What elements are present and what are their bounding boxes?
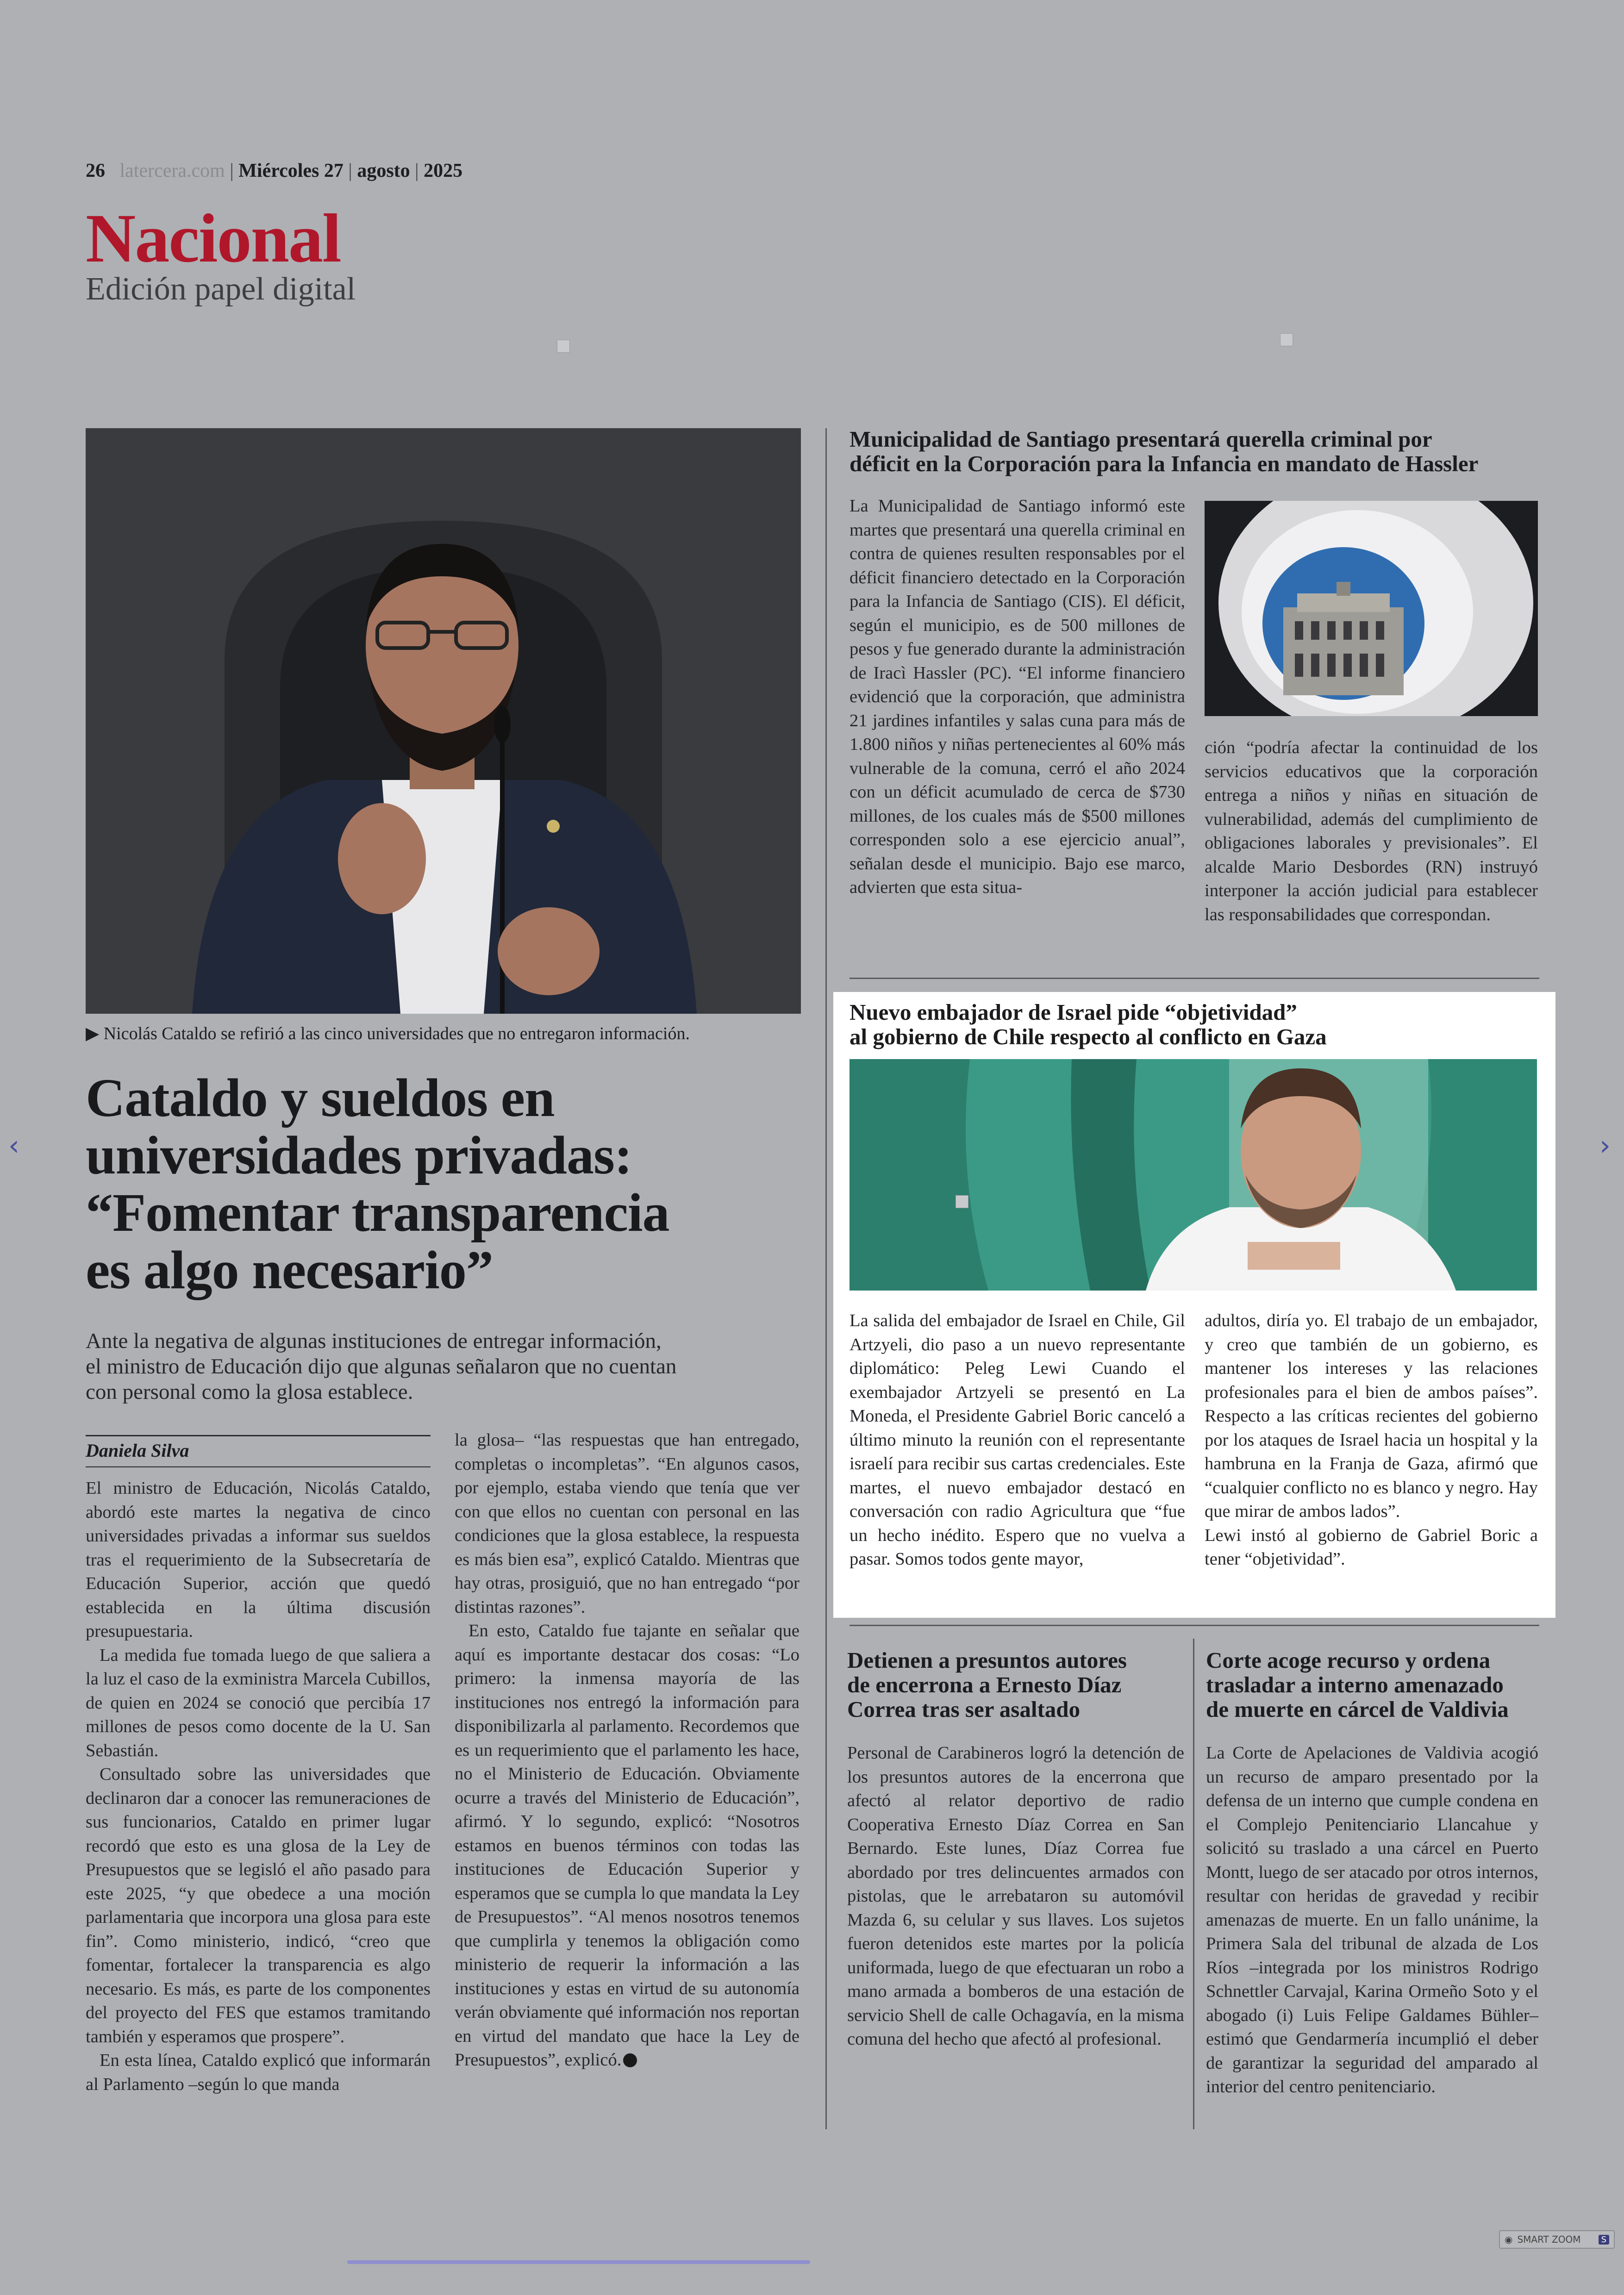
- column-divider: [825, 428, 827, 2129]
- site-name: latercera.com: [119, 160, 225, 181]
- end-mark-icon: [623, 2053, 637, 2067]
- chevron-right-icon[interactable]: ›: [1599, 1129, 1611, 1162]
- page-number: 26: [86, 160, 105, 181]
- date-day: Miércoles 27: [238, 160, 344, 181]
- israel-body-col2: adultos, diría yo. El trabajo de un embajador, y creo que también de un gobierno, es mantener los intereses y las relaciones profesionales para el bien de ambos países”. Respecto a las críticas recientes del gobierno por los ataques de Israel hacia un hospital y la hambruna en la Franja de Gaza, afirmó que “cualquier conflicto no es blanco y negro. Hay que mirar de ambos lados”. Lewi instó al gobierno de Gabriel Boric a tener “objetividad”.: [1205, 1311, 1538, 1569]
- main-body-col1: El ministro de Educación, Nicolás Cataldo, abordó este martes la negativa de cinco universidades privadas a informar sus sueldos tras el requerimiento de la Subsecretaría de Educación Superior, acción que quedó establecida en la última discusión presupuestaria. La medida fue tomada luego de que saliera a la luz el caso de la exministra Marcela Cubillos, de quien en 2024 se conoció que percibía 17 millones de pesos como docente de la U. San Sebastián. Consultado sobre las universidades que declinaron dar a conocer las remuneraciones de sus funcionarios, Cataldo en primer lugar recordó que esto es una glosa de la Ley de Presupuestos que se legisló el año pasado para este 2025, “y que obedece a una moción parlamentaria que incorpora una glosa para este fin”. Como ministerio, indicó, “creo que fomentar, fortalecer la transparencia es algo necesario. Es más, es parte de los componentes del proyecto del FES que estamos tramitando también y esperamos que prospere”. En esta línea, Cataldo explicó que informarán al Parlamento –según lo que manda: [86, 1478, 431, 2094]
- byline-rule: [86, 1466, 431, 1467]
- corte-title: Corte acoge recurso y ordena trasladar a interno amenazado de muerte en cárcel de Valdivia: [1206, 1647, 1509, 1722]
- date-year: 2025: [424, 160, 463, 181]
- muni-body-col2: ción “podría afectar la continuidad de los servicios educativos que la corporación entrega a niños y niñas en situación de vulnerabilidad, además del cumplimiento de obligaciones laborales y previsionales”. El alcalde Mario Desbordes (RN) instruyó interponer la acción judicial para establecer las responsabilidades que correspondan.: [1205, 738, 1538, 924]
- embajador-photo: [849, 1059, 1537, 1291]
- page-header: 26 latercera.com | Miércoles 27 | agosto | 2025: [86, 160, 463, 181]
- main-headline: Cataldo y sueldos en universidades privadas: “Fomentar transparencia es algo necesario”: [86, 1067, 669, 1300]
- section-title: Nacional: [86, 200, 341, 277]
- image-placeholder-icon: [557, 340, 570, 353]
- column-divider: [1193, 1639, 1194, 2129]
- image-placeholder-icon: [956, 1195, 968, 1208]
- cataldo-photo: [86, 428, 801, 1014]
- israel-title: Nuevo embajador de Israel pide “objetividad” al gobierno de Chile respecto al conflicto en Gaza: [849, 999, 1327, 1049]
- main-body-col2: la glosa– “las respuestas que han entregado, completas o incompletas”. “En algunos casos, por ejemplo, estaba viendo que tenía que ver con que ellos no cuentan con personal en las condiciones que la glosa establece, la respuesta es más bien esa”, explicó Cataldo. Mientras que hay otras, prosiguió, que no han entregado “por distintas razones”. En esto, Cataldo fue tajante en señalar que aquí es importante destacar dos cosas: “Lo primero: la inmensa mayoría de las instituciones nos entregó la información para disponibilizarla al parlamento. Recordemos que es un requerimiento que el parlamento les hace, no el Ministerio de Educación. Obviamente ocurre a través del Ministerio de Educación”, afirmó. Y lo segundo, explicó: “Nosotros estamos en buenos términos con todas las instituciones de Educación Superior y esperamos que se cumpla lo que mandata la Ley de Presupuestos”. “Al menos nosotros tenemos que cumplirla y tenemos la obligación como ministerio de requerir la información a las instituciones y estas en virtud de su autonomía verán obviamente qué información nos reportan en virtud del mandato que hace la Ley de Presupuestos”, explicó.: [455, 1430, 800, 2070]
- muni-title: Municipalidad de Santiago presentará querella criminal por déficit en la Corporación para la Infancia en mandato de Hassler: [849, 426, 1479, 476]
- muni-body-col1: La Municipalidad de Santiago informó este martes que presentará una querella criminal en contra de quienes resulten responsables por el déficit financiero detectado en la Corporación para la Infancia de Santiago (CIS). El déficit, según el municipio, es de 500 millones de pesos y fue generado durante la administración de Iracì Hassler (PC). “El informe financiero evidenció que la corporación, que administra 21 jardines infantiles y salas cuna para más de 1.800 niños y niñas pertenecientes al 60% más vulnerable de la comuna, cerró el año 2024 con un déficit acumulado de cerca de $730 millones, de los cuales más de $500 millones corresponden solo a ese ejercicio anual”, señalan desde el municipio. Bajo ese marco, advierten que esta situa-: [849, 496, 1185, 897]
- municipalidad-photo: [1205, 501, 1538, 716]
- municipalidad-illustration: [1205, 501, 1538, 716]
- detienen-body: Personal de Carabineros logró la detención de los presuntos autores de la encerrona que afectó al relator deportivo de radio Cooperativa Ernesto Díaz Correa en San Bernardo. Este lunes, Díaz Correa fue abordado por tres delincuentes armados con pistolas, que le arrebataron su automóvil Mazda 6, su celular y sus llaves. Los sujetos fueron detenidos este martes por la policía uniformada, luego de que efectuaran un robo a mano armada a bomberos de una estación de servicio Shell de calle Ochagavía, en la misma comuna del hecho que afectó al profesional.: [847, 1743, 1184, 2049]
- smart-zoom-button[interactable]: [1499, 2230, 1615, 2249]
- detienen-title: Detienen a presuntos autores de encerrona a Ernesto Díaz Correa tras ser asaltado: [847, 1647, 1127, 1722]
- chevron-left-icon[interactable]: ‹: [8, 1129, 19, 1162]
- image-placeholder-icon: [1280, 333, 1293, 346]
- eye-icon: ◉: [1505, 2234, 1513, 2245]
- embajador-illustration: [849, 1059, 1537, 1291]
- main-deck: Ante la negativa de algunas instituciones de entregar información, el ministro de Educación dijo que algunas señalaron que no cuentan con personal como la glosa establece.: [86, 1329, 677, 1404]
- cataldo-illustration: [86, 428, 801, 1014]
- smart-zoom-badge: S: [1599, 2235, 1609, 2245]
- section-divider: [849, 978, 1539, 979]
- photo-caption: ▶ Nicolás Cataldo se refirió a las cinco universidades que no entregaron información.: [86, 1024, 690, 1043]
- section-divider: [849, 1625, 1539, 1626]
- page-scrollbar[interactable]: [347, 2260, 810, 2264]
- smart-zoom-label: SMART ZOOM: [1517, 2234, 1581, 2245]
- date-month: agosto: [357, 160, 410, 181]
- israel-body-col1: La salida del embajador de Israel en Chile, Gil Artzyeli, dio paso a un nuevo representante diplomático: Peleg Lewi Cuando el exembajador Artzyeli se presentó en La Moneda, el Presidente Gabriel Boric canceló a último minuto la reunión con el representante israelí para recibir sus cartas credenciales. Este martes, el nuevo embajador destacó en conversación con radio Agricultura que “fue un hecho inédito. Espero que no vuelva a pasar. Somos todos gente mayor,: [849, 1311, 1185, 1569]
- section-subtitle: Edición papel digital: [86, 271, 356, 307]
- byline: Daniela Silva: [86, 1440, 189, 1461]
- byline-rule: [86, 1435, 431, 1436]
- corte-body: La Corte de Apelaciones de Valdivia acogió un recurso de amparo presentado por la defensa de un interno que cumple condena en el Complejo Penitenciario Llancahue y solicitó su traslado a una cárcel en Puerto Montt, luego de ser atacado por otros internos, resultar con heridas de gravedad y recibir amenazas de muerte. En un fallo unánime, la Primera Sala del tribunal de alzada de Los Ríos –integrada por los ministros Rodrigo Schnettler Carvajal, Karina Ormeño Soto y el abogado (i) Luis Felipe Galdames Bühler– estimó que Gendarmería incumplió el deber de garantizar la seguridad del amparado al interior del centro penitenciario.: [1206, 1743, 1538, 2096]
